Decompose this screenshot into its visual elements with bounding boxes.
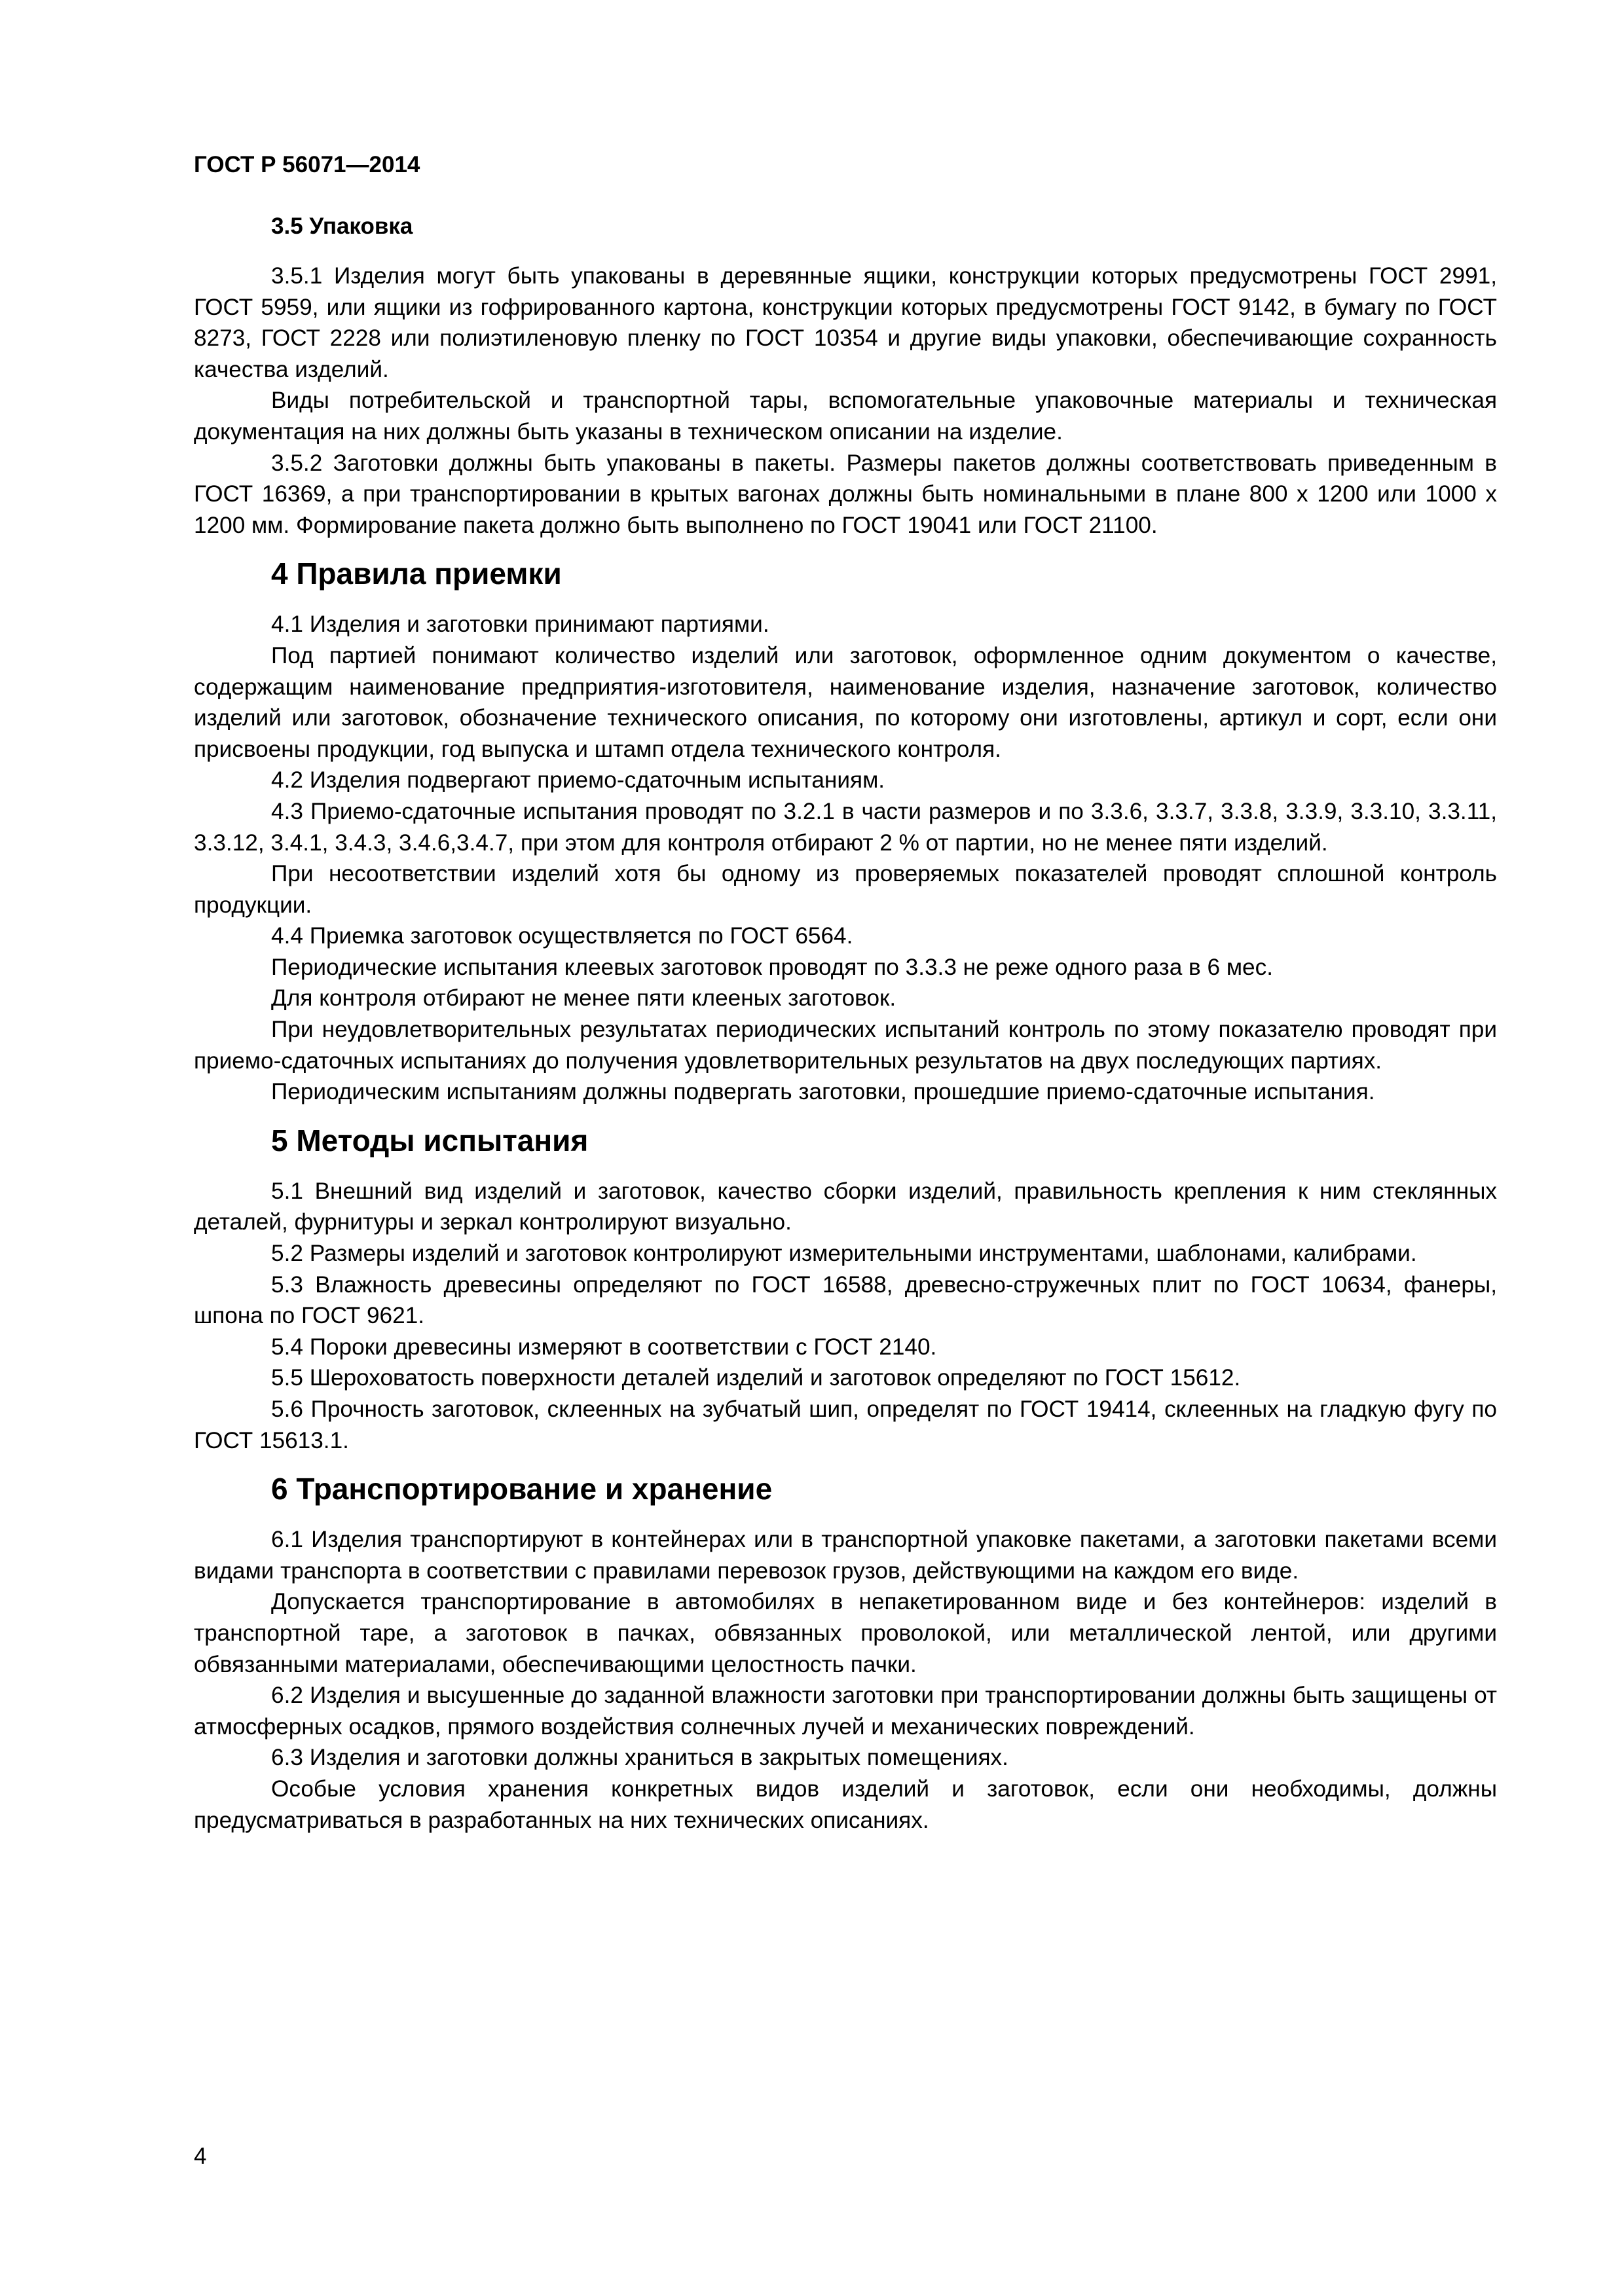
paragraph: 6.1 Изделия транспортируют в контейнерах или в транспортной упаковке пакетами, а заготовки пакетами всеми видами транспорта в соответствии с правилами перевозок грузов, действующими на каждом его виде. xyxy=(194,1527,1497,1584)
paragraph: 3.5.1 Изделия могут быть упакованы в деревянные ящики, конструкции которых предусмотрены ГОСТ 2991, ГОСТ 5959, или ящики из гофрированного картона, конструкции которых предусмотрены ГОСТ 9142, в бумагу по ГОСТ 8273, ГОСТ 2228 или полиэтиленовую пленку по ГОСТ 10354 и другие виды упаковки, обеспечивающие сохранность качества изделий. xyxy=(194,263,1497,382)
paragraph: 5.4 Пороки древесины измеряют в соответствии с ГОСТ 2140. xyxy=(271,1334,937,1360)
paragraph: Периодические испытания клеевых заготовок проводят по 3.3.3 не реже одного раза в 6 мес. xyxy=(271,954,1273,980)
paragraph: 5.1 Внешний вид изделий и заготовок, качество сборки изделий, правильность крепления к ним стеклянных деталей, фурнитуры и зеркал контролируют визуально. xyxy=(194,1178,1497,1235)
paragraph: 6.2 Изделия и высушенные до заданной влажности заготовки при транспортировании должны быть защищены от атмосферных осадков, прямого воздействия солнечных лучей и механических повреждений. xyxy=(194,1683,1497,1740)
paragraph: При неудовлетворительных результатах периодических испытаний контроль по этому показателю проводят при приемо-сдаточных испытаниях до получения удовлетворительных результатов на двух последующих партиях. xyxy=(194,1017,1497,1074)
paragraph: При несоответствии изделий хотя бы одному из проверяемых показателей проводят сплошной контроль продукции. xyxy=(194,861,1497,918)
section-title-5: 5 Методы испытания xyxy=(271,1123,589,1157)
paragraph: 5.6 Прочность заготовок, склеенных на зубчатый шип, определят по ГОСТ 19414, склеенных на гладкую фугу по ГОСТ 15613.1. xyxy=(194,1396,1497,1453)
paragraph: 5.5 Шероховатость поверхности деталей изделий и заготовок определяют по ГОСТ 15612. xyxy=(271,1365,1241,1391)
paragraph: Периодическим испытаниям должны подвергать заготовки, прошедшие приемо-сдаточные испытания. xyxy=(271,1079,1375,1105)
paragraph: Под партией понимают количество изделий или заготовок, оформленное одним документом о качестве, содержащим наименование предприятия-изготовителя, наименование изделия, назначение заготовок, количество изделий или заготовок, обозначение технического описания, по которому они изготовлены, артикул и сорт, если они присвоены продукции, год выпуска и штамп отдела технического контроля. xyxy=(194,642,1497,762)
subsection-title-3-5: 3.5 Упаковка xyxy=(271,213,413,239)
paragraph: Для контроля отбирают не менее пяти клееных заготовок. xyxy=(271,985,896,1011)
section-title-4: 4 Правила приемки xyxy=(271,556,562,591)
paragraph: 4.4 Приемка заготовок осуществляется по ГОСТ 6564. xyxy=(271,923,853,949)
paragraph: 4.2 Изделия подвергают приемо-сдаточным испытаниям. xyxy=(271,767,885,793)
paragraph: 6.3 Изделия и заготовки должны храниться в закрытых помещениях. xyxy=(271,1745,1008,1771)
paragraph: 3.5.2 Заготовки должны быть упакованы в пакеты. Размеры пакетов должны соответствовать приведенным в ГОСТ 16369, а при транспортировании в крытых вагонах должны быть номинальными в плане 800 х 1200 или 1000 х 1200 мм. Формирование пакета должно быть выполнено по ГОСТ 19041 или ГОСТ 21100. xyxy=(194,450,1497,538)
paragraph: 5.3 Влажность древесины определяют по ГОСТ 16588, древесно-стружечных плит по ГОСТ 10634, фанеры, шпона по ГОСТ 9621. xyxy=(194,1271,1497,1329)
paragraph: 5.2 Размеры изделий и заготовок контролируют измерительными инструментами, шаблонами, калибрами. xyxy=(271,1241,1417,1267)
paragraph: Допускается транспортирование в автомобилях в непакетированном виде и без контейнеров: изделий в транспортной таре, а заготовок в пачках, обвязанных проволокой, или металлической лентой, или другими обвязанными материалами, обеспечивающими целостность пачки. xyxy=(194,1589,1497,1677)
section-title-6: 6 Транспортирование и хранение xyxy=(271,1472,773,1506)
paragraph: Особые условия хранения конкретных видов изделий и заготовок, если они необходимы, должны предусматриваться в разработанных на них технических описаниях. xyxy=(194,1776,1497,1833)
paragraph: 4.1 Изделия и заготовки принимают партиями. xyxy=(271,611,769,638)
document-header: ГОСТ Р 56071—2014 xyxy=(194,152,420,177)
document-page xyxy=(194,151,1497,1836)
paragraph: Виды потребительской и транспортной тары, вспомогательные упаковочные материалы и техническая документация на них должны быть указаны в техническом описании на изделие. xyxy=(194,388,1497,445)
page-number: 4 xyxy=(194,2143,207,2169)
paragraph: 4.3 Приемо-сдаточные испытания проводят по 3.2.1 в части размеров и по 3.3.6, 3.3.7, 3.3.8, 3.3.9, 3.3.10, 3.3.11, 3.3.12, 3.4.1, 3.4.3, 3.4.6,3.4.7, при этом для контроля отбирают 2 % от партии, но не менее пяти изделий. xyxy=(194,798,1497,856)
